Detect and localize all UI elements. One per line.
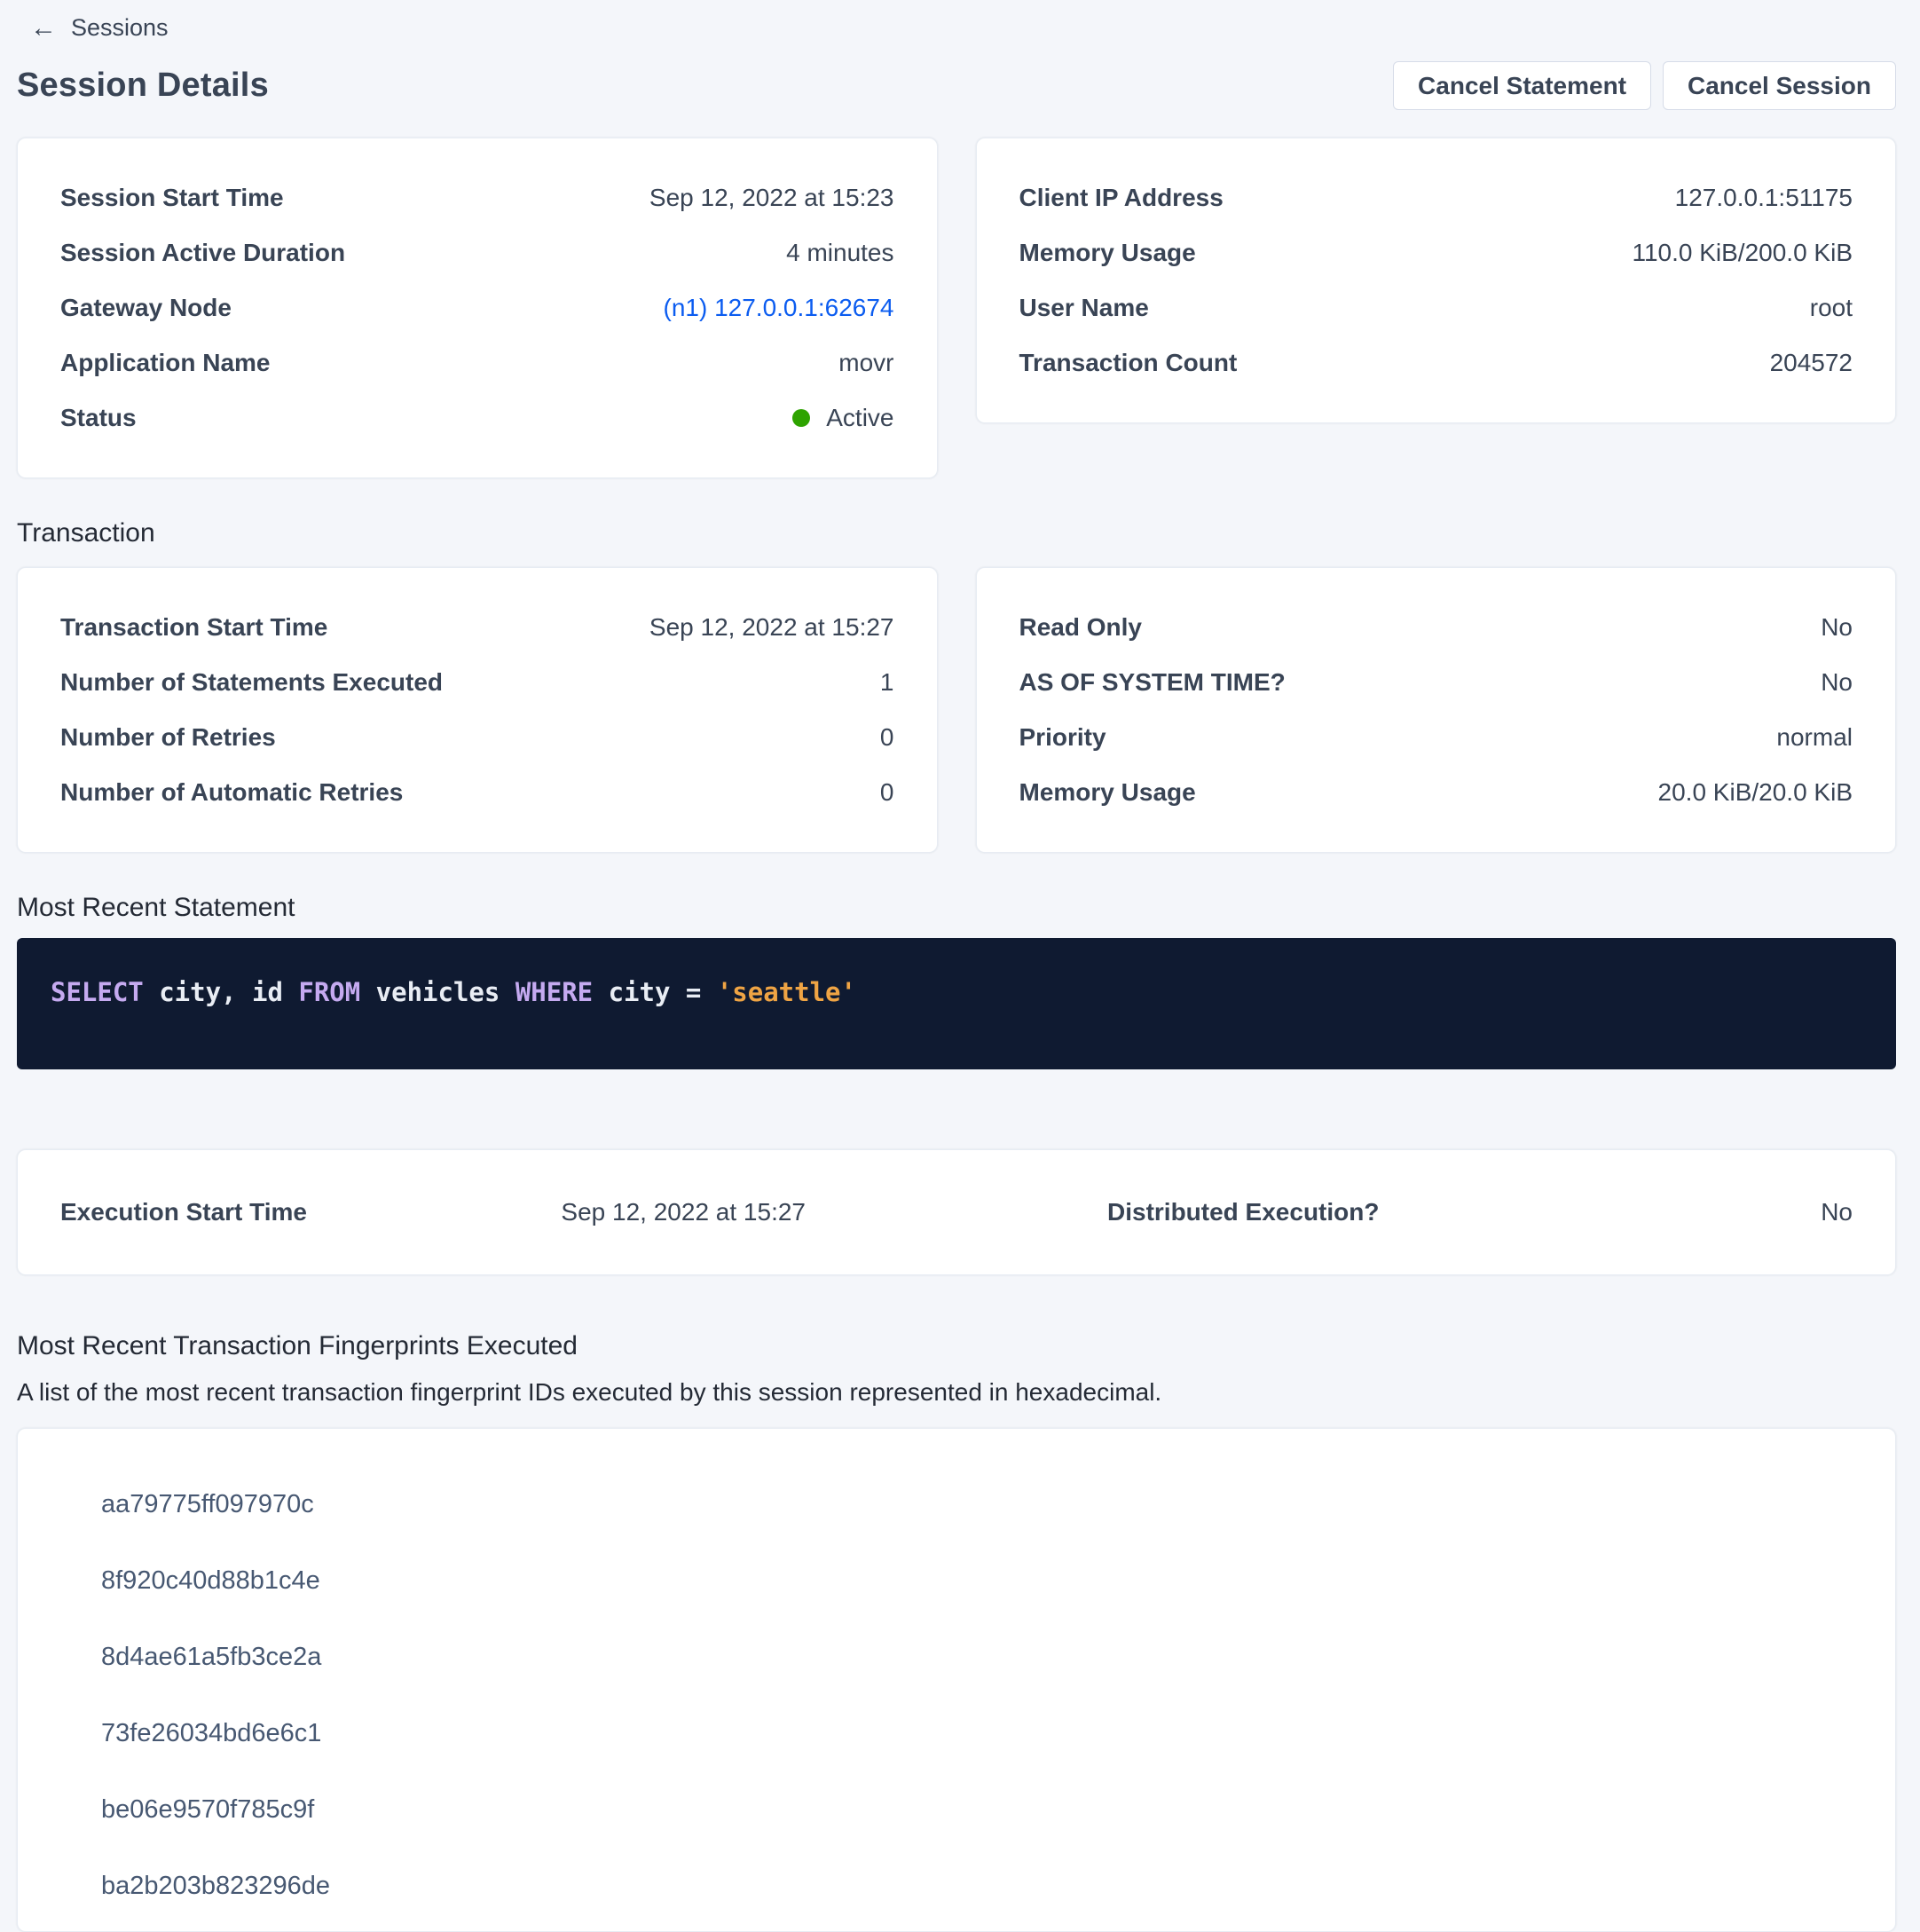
- sql-keyword: SELECT: [51, 977, 144, 1007]
- fingerprint-item: be06e9570f785c9f: [101, 1794, 315, 1824]
- execution-row: [60, 1198, 1853, 1226]
- row-memory-usage: [1019, 225, 1853, 280]
- row-value: 204572: [1769, 349, 1853, 376]
- fingerprint-item: 73fe26034bd6e6c1: [101, 1718, 322, 1747]
- row-session-start-time: [60, 170, 894, 225]
- fingerprint-item: aa79775ff097970c: [101, 1489, 314, 1518]
- row-transaction-start-time: [60, 600, 894, 655]
- row-value: 127.0.0.1:51175: [1674, 184, 1853, 211]
- row-value: 20.0 KiB/20.0 KiB: [1657, 778, 1853, 806]
- row-label: Gateway Node: [60, 294, 232, 321]
- row-read-only: [1019, 600, 1853, 655]
- row-label: Number of Statements Executed: [60, 668, 443, 696]
- session-summary-grid: [17, 138, 1896, 478]
- most-recent-statement-title: Most Recent Statement: [17, 893, 295, 922]
- row-as-of-system-time: [1019, 655, 1853, 710]
- row-label: Application Name: [60, 349, 271, 376]
- row-value: Sep 12, 2022 at 15:27: [649, 613, 894, 641]
- row-value: root: [1809, 294, 1853, 321]
- row-user-name: [1019, 280, 1853, 335]
- fingerprint-item: 8f920c40d88b1c4e: [101, 1565, 320, 1595]
- row-label: Number of Retries: [60, 723, 276, 751]
- page-title: Session Details: [17, 67, 269, 104]
- session-summary-card-right: [976, 138, 1897, 423]
- cancel-statement-button[interactable]: Cancel Statement: [1393, 61, 1651, 110]
- transaction-grid: [17, 567, 1896, 853]
- fingerprints-card: [17, 1428, 1896, 1932]
- row-value: 110.0 KiB/200.0 KiB: [1632, 239, 1853, 266]
- row-label: Client IP Address: [1019, 184, 1224, 211]
- cancel-session-button[interactable]: Cancel Session: [1663, 61, 1896, 110]
- sql-keyword: FROM: [298, 977, 361, 1007]
- row-value: No: [1821, 1198, 1853, 1226]
- row-value: Sep 12, 2022 at 15:23: [649, 184, 894, 211]
- sql-text: vehicles: [360, 977, 515, 1007]
- row-value: normal: [1776, 723, 1853, 751]
- sql-text: city =: [593, 977, 717, 1007]
- row-label: Read Only: [1019, 613, 1142, 641]
- row-value: 0: [879, 723, 894, 751]
- back-to-sessions-link[interactable]: [17, 9, 169, 42]
- fingerprint-item: 8d4ae61a5fb3ce2a: [101, 1642, 322, 1671]
- row-label: Execution Start Time: [60, 1198, 308, 1226]
- row-value: movr: [838, 349, 894, 376]
- gateway-node-link[interactable]: (n1) 127.0.0.1:62674: [663, 294, 894, 321]
- transaction-card-left: [17, 567, 938, 853]
- row-label: Memory Usage: [1019, 239, 1196, 266]
- row-label: Number of Automatic Retries: [60, 778, 404, 806]
- row-value: 0: [879, 778, 894, 806]
- sql-keyword: WHERE: [515, 977, 594, 1007]
- row-label: Session Start Time: [60, 184, 284, 211]
- sql-string-literal: 'seattle': [716, 977, 856, 1007]
- transaction-card-right: [976, 567, 1897, 853]
- row-session-active-duration: [60, 225, 894, 280]
- row-execution-start-time: [60, 1198, 956, 1226]
- session-summary-card-left: [17, 138, 938, 478]
- row-transaction-count: [1019, 335, 1853, 390]
- row-statements-executed: [60, 655, 894, 710]
- row-value: 4 minutes: [786, 239, 894, 266]
- back-arrow-icon: ←: [30, 12, 57, 43]
- sql-statement-box: [17, 938, 1896, 1069]
- page-header: [17, 61, 1896, 110]
- status-badge: [792, 404, 893, 432]
- row-application-name: [60, 335, 894, 390]
- row-distributed-execution: [956, 1198, 1853, 1226]
- row-gateway-node: [60, 280, 894, 335]
- transaction-section-title: Transaction: [17, 518, 155, 548]
- row-value: 1: [879, 668, 894, 696]
- row-automatic-retries: [60, 765, 894, 820]
- row-label: Transaction Count: [1019, 349, 1238, 376]
- status-active-dot-icon: [792, 409, 810, 427]
- row-value: No: [1821, 613, 1853, 641]
- sql-text: city, id: [143, 977, 299, 1007]
- breadcrumb-label: Sessions: [71, 14, 169, 41]
- row-value: Sep 12, 2022 at 15:27: [561, 1198, 806, 1226]
- fingerprints-description: A list of the most recent transaction fingerprint IDs executed by this session represented in hexadecimal.: [17, 1378, 1162, 1406]
- row-label: Priority: [1019, 723, 1106, 751]
- fingerprints-section-title: Most Recent Transaction Fingerprints Executed: [17, 1331, 578, 1360]
- sql-statement-text: [51, 977, 856, 1007]
- row-label: AS OF SYSTEM TIME?: [1019, 668, 1286, 696]
- fingerprint-item: ba2b203b823296de: [101, 1871, 331, 1900]
- row-label: Distributed Execution?: [1107, 1198, 1380, 1226]
- status-text: Active: [826, 404, 894, 431]
- header-buttons: [1393, 61, 1896, 110]
- row-number-of-retries: [60, 710, 894, 765]
- row-client-ip-address: [1019, 170, 1853, 225]
- row-label: User Name: [1019, 294, 1149, 321]
- row-txn-memory-usage: [1019, 765, 1853, 820]
- row-label: Transaction Start Time: [60, 613, 328, 641]
- row-label: Status: [60, 404, 137, 431]
- row-value: No: [1821, 668, 1853, 696]
- row-label: Session Active Duration: [60, 239, 346, 266]
- row-priority: [1019, 710, 1853, 765]
- execution-summary-card: [17, 1149, 1896, 1275]
- row-status: [60, 390, 894, 446]
- row-label: Memory Usage: [1019, 778, 1196, 806]
